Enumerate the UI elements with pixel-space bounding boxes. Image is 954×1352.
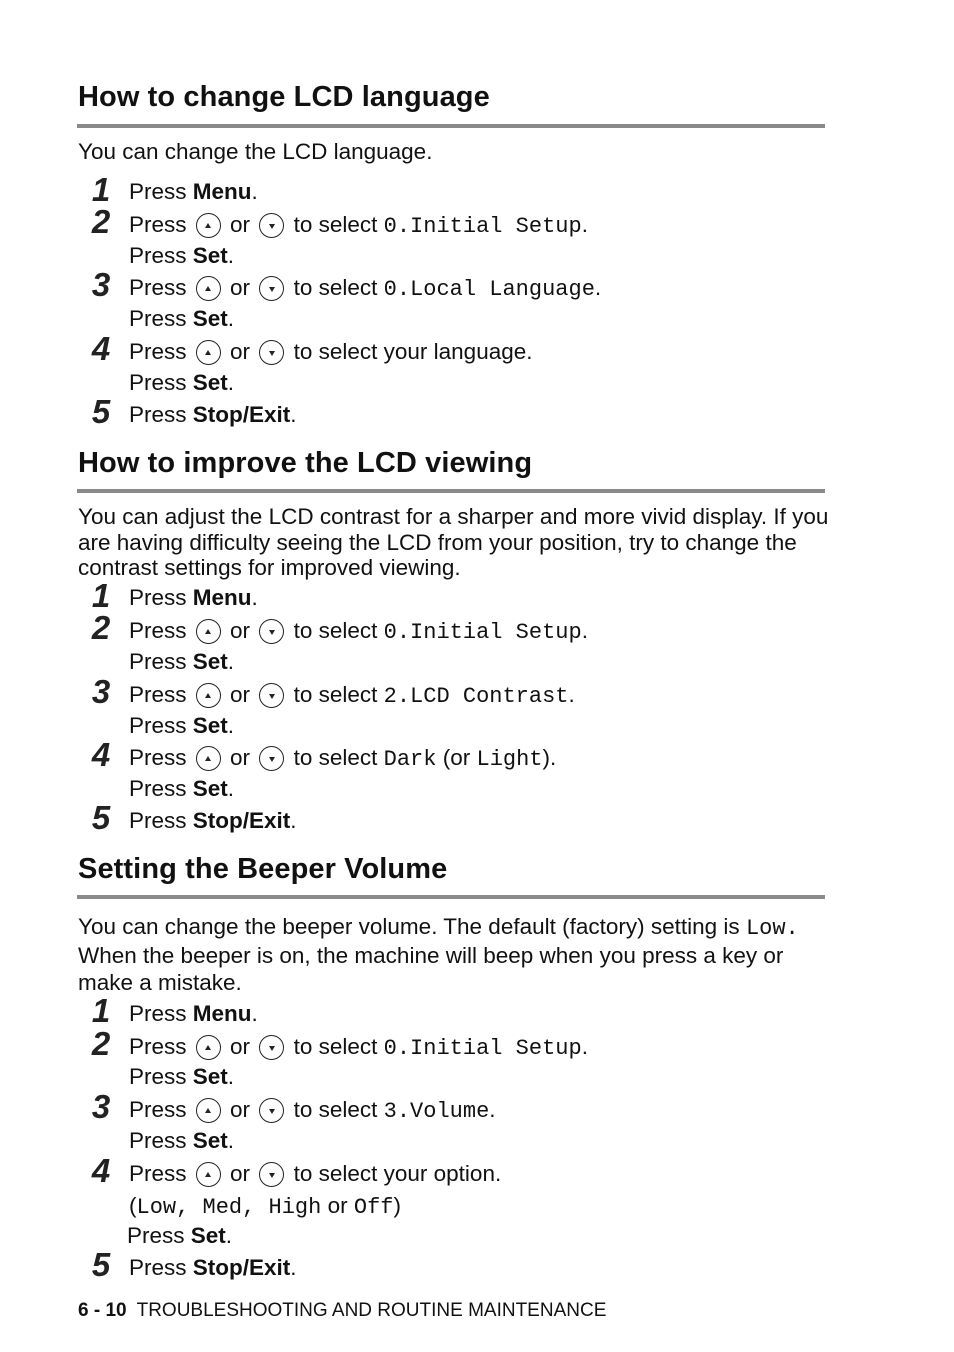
up-arrow-key-icon [196, 276, 221, 301]
menu-option-list: Low, Med, High [136, 1195, 322, 1220]
step-number: 5 [91, 799, 111, 836]
step-line: Press Set. [129, 713, 235, 738]
down-arrow-key-icon [259, 1098, 284, 1123]
step-line: Press Set. [129, 1128, 235, 1153]
step-line: Press or to select your language. [129, 339, 533, 364]
up-arrow-key-icon [196, 746, 221, 771]
step-number: 4 [91, 736, 111, 773]
step-line: Press Set. [127, 1223, 233, 1248]
menu-key-label: Menu [192, 585, 252, 610]
step-line: Press Menu. [129, 585, 258, 610]
up-arrow-key-icon [196, 683, 221, 708]
step-number: 5 [91, 393, 111, 430]
section-rule [77, 895, 825, 899]
down-arrow-key-icon [259, 746, 284, 771]
default-value: Low. [745, 916, 799, 941]
stop-exit-key-label: Stop/Exit [192, 402, 291, 427]
step-number: 1 [91, 171, 111, 208]
menu-key-label: Menu [192, 1001, 252, 1026]
set-key-label: Set [192, 370, 228, 395]
menu-key-label: Menu [192, 179, 252, 204]
down-arrow-key-icon [259, 1035, 284, 1060]
step-line: Press Set. [129, 649, 235, 674]
section-rule [77, 489, 825, 493]
step-line: Press Set. [129, 776, 235, 801]
step-line: Press or to select 0.Initial Setup. [129, 618, 588, 645]
step-line: Press or to select 3.Volume. [129, 1097, 496, 1124]
up-arrow-key-icon [196, 1035, 221, 1060]
step-number: 2 [91, 609, 111, 646]
menu-option: Off [353, 1195, 394, 1220]
menu-option: 0.Initial Setup [383, 214, 582, 239]
up-arrow-key-icon [196, 213, 221, 238]
step-line: Press Stop/Exit. [129, 402, 297, 427]
set-key-label: Set [192, 713, 228, 738]
step-line: Press Stop/Exit. [129, 808, 297, 833]
section-intro: You can change the LCD language. [78, 139, 433, 164]
step-line: Press Menu. [129, 179, 258, 204]
down-arrow-key-icon [259, 340, 284, 365]
set-key-label: Set [192, 1128, 228, 1153]
step-number: 3 [91, 1088, 111, 1125]
step-number: 5 [91, 1246, 111, 1283]
menu-option: 3.Volume [383, 1099, 490, 1124]
step-number: 2 [91, 1025, 111, 1062]
up-arrow-key-icon [196, 1098, 221, 1123]
up-arrow-key-icon [196, 340, 221, 365]
menu-option: 2.LCD Contrast [383, 684, 569, 709]
step-line: Press Menu. [129, 1001, 258, 1026]
step-number: 3 [91, 673, 111, 710]
step-line: Press Set. [129, 243, 235, 268]
down-arrow-key-icon [259, 683, 284, 708]
step-number: 4 [91, 1152, 111, 1189]
down-arrow-key-icon [259, 276, 284, 301]
stop-exit-key-label: Stop/Exit [192, 808, 291, 833]
chapter-title: TROUBLESHOOTING AND ROUTINE MAINTENANCE [136, 1300, 607, 1321]
set-key-label: Set [192, 1064, 228, 1089]
set-key-label: Set [190, 1223, 226, 1248]
section-rule [77, 124, 825, 128]
step-line: (Low, Med, High or Off) [129, 1193, 401, 1220]
step-line: Press or to select 2.LCD Contrast. [129, 682, 575, 709]
section-title-lcd-language: How to change LCD language [78, 81, 490, 113]
page-number: 6 - 10 [78, 1300, 127, 1321]
menu-option: Dark [383, 747, 437, 772]
step-line: Press or to select 0.Initial Setup. [129, 212, 588, 239]
step-line: Press or to select 0.Initial Setup. [129, 1034, 588, 1061]
step-number: 1 [91, 577, 111, 614]
step-line: Press or to select your option. [129, 1161, 502, 1186]
up-arrow-key-icon [196, 619, 221, 644]
section-intro: You can change the beeper volume. The default (factory) setting is Low. When the beeper is on, the machine will beep when you press a key or make a mistake. [78, 914, 799, 995]
down-arrow-key-icon [259, 619, 284, 644]
set-key-label: Set [192, 649, 228, 674]
step-line: Press Stop/Exit. [129, 1255, 297, 1280]
section-intro: You can adjust the LCD contrast for a sharper and more vivid display. If you are having difficulty seeing the LCD from your position, try to change the contrast settings for improved viewing. [78, 504, 829, 580]
up-arrow-key-icon [196, 1162, 221, 1187]
section-title-beeper-volume: Setting the Beeper Volume [78, 853, 448, 885]
step-number: 4 [91, 330, 111, 367]
set-key-label: Set [192, 776, 228, 801]
step-line: Press Set. [129, 306, 235, 331]
set-key-label: Set [192, 306, 228, 331]
step-number: 1 [91, 992, 111, 1029]
menu-option: 0.Local Language [383, 277, 595, 302]
stop-exit-key-label: Stop/Exit [192, 1255, 291, 1280]
section-title-lcd-viewing: How to improve the LCD viewing [78, 447, 533, 479]
menu-option: 0.Initial Setup [383, 1036, 582, 1061]
step-line: Press Set. [129, 370, 235, 395]
page-footer [78, 1300, 606, 1322]
step-line: Press or to select 0.Local Language. [129, 275, 602, 302]
down-arrow-key-icon [259, 213, 284, 238]
step-number: 2 [91, 203, 111, 240]
step-line: Press Set. [129, 1064, 235, 1089]
menu-option: Light [476, 747, 543, 772]
down-arrow-key-icon [259, 1162, 284, 1187]
step-line: Press or to select Dark (or Light). [129, 745, 557, 772]
set-key-label: Set [192, 243, 228, 268]
menu-option: 0.Initial Setup [383, 620, 582, 645]
step-number: 3 [91, 266, 111, 303]
